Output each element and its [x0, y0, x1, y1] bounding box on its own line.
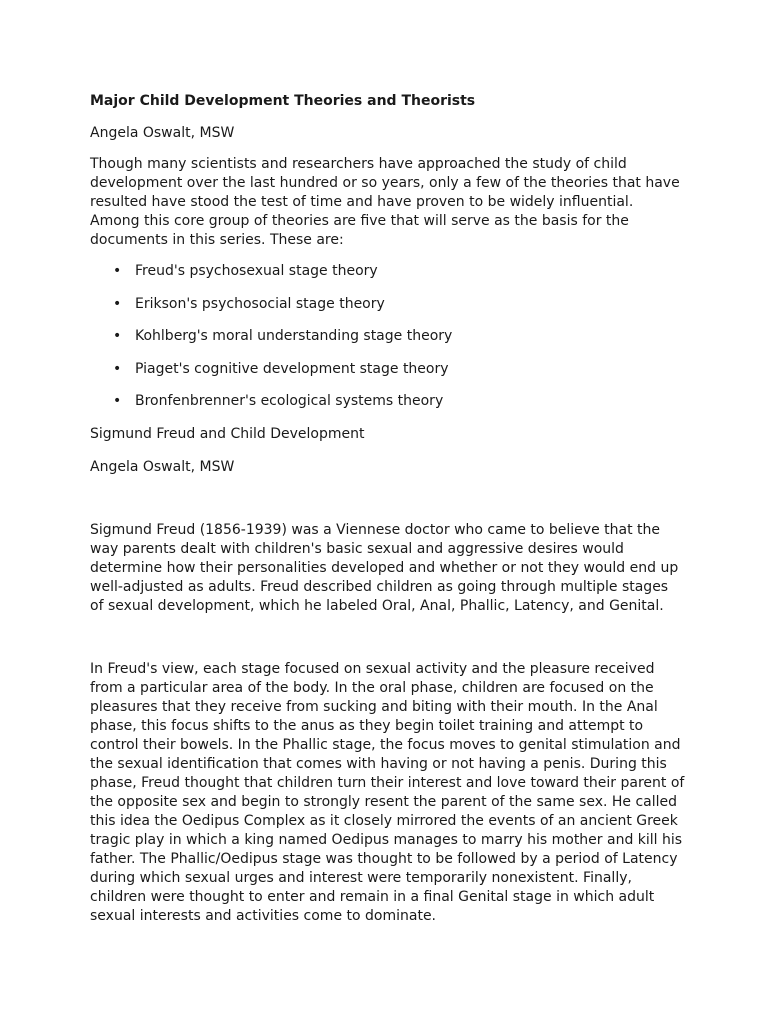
list-item	[90, 262, 452, 281]
paragraph-line: this idea the Oedipus Complex as it closely mirrored the events of an ancient Greek	[90, 813, 678, 829]
list-item-text: Kohlberg's moral understanding stage theory	[135, 328, 453, 345]
list-item	[90, 360, 452, 379]
theory-list	[90, 262, 452, 425]
intro-paragraph	[90, 155, 680, 250]
bullet-icon: •	[113, 295, 122, 312]
paragraph-line: determine how their personalities developed and whether or not they would end up	[90, 560, 679, 576]
paragraph-line: the sexual identification that comes with having or not having a penis. During this	[90, 756, 667, 772]
paragraph-line: In Freud's view, each stage focused on sexual activity and the pleasure received	[90, 661, 655, 677]
intro-line: documents in this series. These are:	[90, 232, 344, 248]
intro-line: development over the last hundred or so years, only a few of the theories that have	[90, 175, 680, 191]
paragraph-line: phase, Freud thought that children turn their interest and love toward their parent of	[90, 775, 685, 791]
author-line: Angela Oswalt, MSW	[90, 459, 235, 475]
freud-paragraph-2	[90, 660, 685, 926]
paragraph-line: during which sexual urges and interest were temporarily nonexistent. Finally,	[90, 870, 632, 886]
paragraph-line: children were thought to enter and remain in a final Genital stage in which adult	[90, 889, 655, 905]
list-item-text: Bronfenbrenner's ecological systems theory	[135, 393, 444, 410]
freud-paragraph-1	[90, 521, 680, 616]
paragraph-line: from a particular area of the body. In the oral phase, children are focused on the	[90, 680, 654, 696]
list-item-text: Piaget's cognitive development stage theory	[135, 360, 449, 377]
list-item	[90, 295, 452, 314]
author-line: Angela Oswalt, MSW	[90, 125, 235, 141]
paragraph-line: sexual interests and activities come to dominate.	[90, 908, 437, 924]
paragraph-line: father. The Phallic/Oedipus stage was thought to be followed by a period of Latency	[90, 851, 678, 867]
intro-line: resulted have stood the test of time and have proven to be widely influential.	[90, 194, 634, 210]
paragraph-line: way parents dealt with children's basic sexual and aggressive desires would	[90, 541, 624, 557]
paragraph-line: of sexual development, which he labeled Oral, Anal, Phallic, Latency, and Genital.	[90, 598, 664, 614]
bullet-icon: •	[113, 328, 122, 345]
paragraph-line: well-adjusted as adults. Freud described children as going through multiple stages	[90, 579, 669, 595]
list-item-text: Erikson's psychosocial stage theory	[135, 295, 385, 312]
intro-line: Among this core group of theories are five that will serve as the basis for the	[90, 213, 629, 229]
paragraph-line: tragic play in which a king named Oedipus manages to marry his mother and kill his	[90, 832, 683, 848]
document-title: Major Child Development Theories and Theorists	[90, 93, 476, 109]
paragraph-line: control their bowels. In the Phallic stage, the focus moves to genital stimulation and	[90, 737, 681, 753]
bullet-icon: •	[113, 263, 122, 279]
list-item-text: Freud's psychosexual stage theory	[135, 263, 378, 279]
paragraph-line: the opposite sex and begin to strongly resent the parent of the same sex. He called	[90, 794, 678, 810]
bullet-icon: •	[113, 393, 122, 410]
paragraph-line: phase, this focus shifts to the anus as they begin toilet training and attempt to	[90, 718, 644, 734]
paragraph-line: pleasures that they receive from sucking and biting with their mouth. In the Anal	[90, 699, 658, 715]
paragraph-line: Sigmund Freud (1856-1939) was a Viennese doctor who came to believe that the	[90, 522, 660, 538]
list-item	[90, 327, 452, 346]
section-heading: Sigmund Freud and Child Development	[90, 426, 365, 442]
list-item	[90, 392, 452, 411]
intro-line: Though many scientists and researchers have approached the study of child	[90, 156, 627, 172]
bullet-icon: •	[113, 360, 122, 377]
